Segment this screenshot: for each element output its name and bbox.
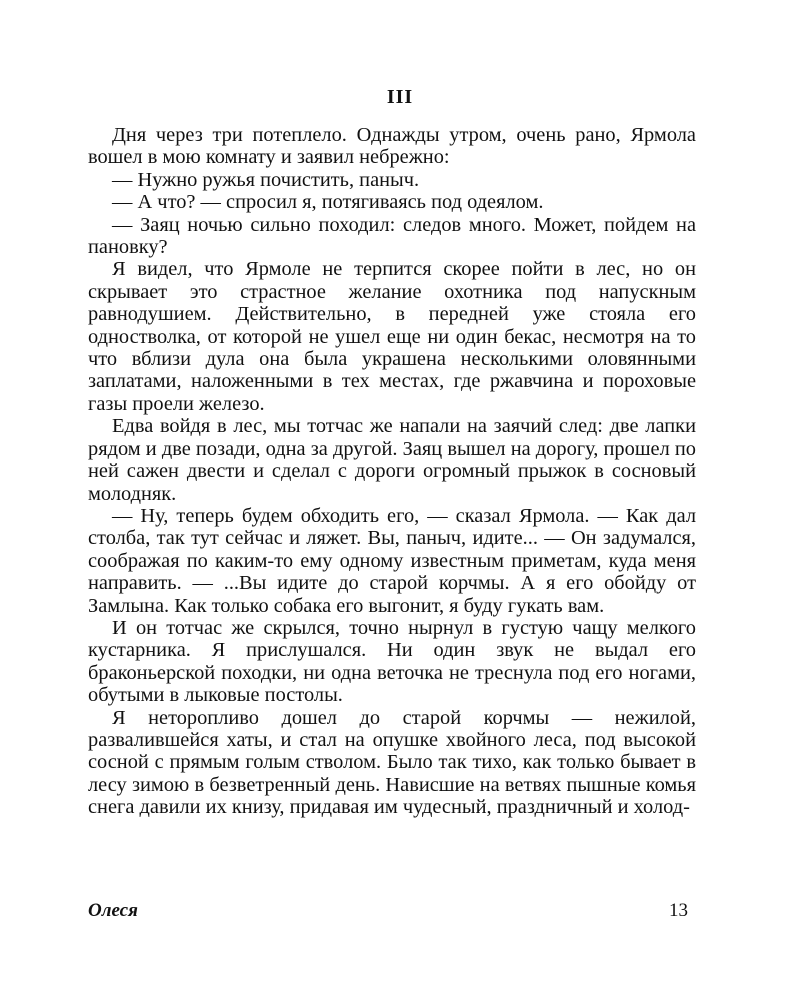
paragraph: — Нужно ружья почистить, паныч. [112,168,420,191]
text-body [88,124,696,819]
paragraph: — А что? — спросил я, потягиваясь под одеялом. [112,191,544,214]
paragraph: Дня через три потеплело. Однажды утром, очень рано, Ярмола вошел в мою комнату и заявил небрежно: [88,124,696,169]
paragraph: Я неторопливо дошел до старой корчмы — нежилой, развалившейся хаты, и стал на опушке хвойного леса, под высокой сосной с прямым голым стволом. Было так тихо, как только бывает в лесу зимою в безветренный день. Нависшие на ветвях пышные комья снега давили их книзу, придавая им чудесный, праздничный и холод- [88,706,696,819]
paragraph: И он тотчас же скрылся, точно нырнул в густую чащу мелкого кустарника. Я прислушался. Ни один звук не выдал его браконьерской походки, ни одна веточка не треснула под его ногами, обутыми в лыковые постолы. [88,616,696,707]
paragraph: — Ну, теперь будем обходить его, — сказал Ярмола. — Как дал столба, так тут сейчас и ляжет. Вы, паныч, идите... — Он задумался, соображая по каким-то ему одному известным приметам, куда меня направить. — ...Вы идите до старой корчмы. А я его обойду от Замлына. Как только собака его выгонит, я буду гукать вам. [88,504,696,617]
running-footer-title: Олеся [88,900,138,921]
page-number: 13 [669,900,688,921]
paragraph: — Заяц ночью сильно походил: следов много. Может, пойдем на пановку? [88,213,696,259]
paragraph: Едва войдя в лес, мы тотчас же напали на заячий след: две лапки рядом и две позади, одна за другой. Заяц вышел на дорогу, прошел по ней сажен двести и сделал с дороги огромный прыжок в сосновый молодняк. [88,415,696,505]
chapter-title: III [386,86,414,108]
paragraph: Я видел, что Ярмоле не терпится скорее пойти в лес, но он скрывает это страстное желание охотника под напускным равнодушием. Действительно, в передней уже стояла его одностволка, от которой не ушел еще ни один бекас, несмотря на то что вблизи дула она была украшена несколькими оловянными заплатами, наложенными в тех местах, где ржавчина и пороховые газы проели железо. [88,258,696,415]
